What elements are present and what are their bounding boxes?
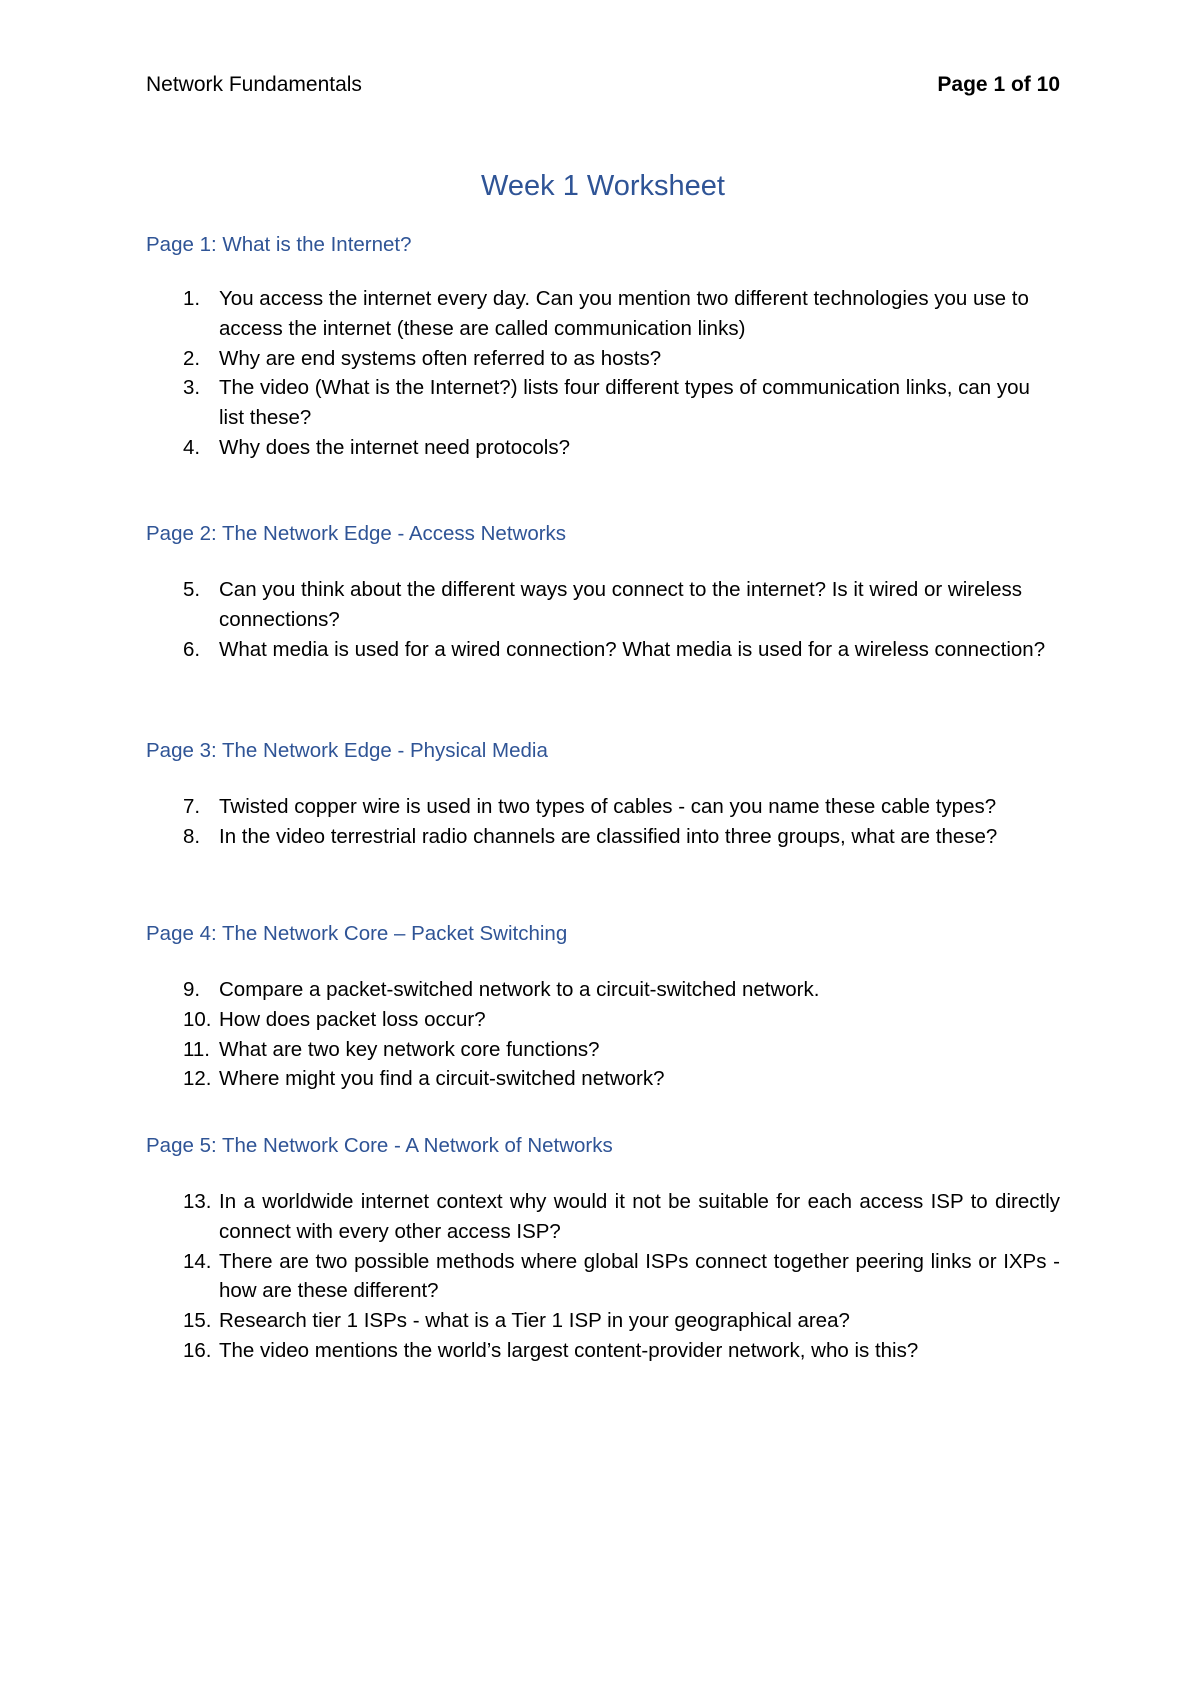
section-heading: Page 1: What is the Internet? xyxy=(146,233,412,256)
question-text: You access the internet every day. Can you mention two different technologies you use to access the internet (these are called communication links) xyxy=(219,287,1029,340)
question-text: The video (What is the Internet?) lists four different types of communication links, can you list these? xyxy=(219,376,1030,430)
question-text: Where might you find a circuit-switched network? xyxy=(219,1067,665,1091)
question-item xyxy=(146,373,1060,433)
question-item xyxy=(146,344,1060,374)
question-item xyxy=(146,575,1060,635)
question-list xyxy=(146,792,1060,852)
question-item xyxy=(146,635,1060,665)
question-number: 8. xyxy=(183,824,201,848)
question-text: There are two possible methods where global ISPs connect together peering links or IXPs - how are these different? xyxy=(219,1249,1060,1303)
question-number: 9. xyxy=(183,978,201,1001)
question-text: Twisted copper wire is used in two types of cables - can you name these cable types? xyxy=(219,795,997,818)
section-heading: Page 3: The Network Edge - Physical Media xyxy=(146,739,548,762)
question-text: Why does the internet need protocols? xyxy=(219,435,570,459)
of-label: of xyxy=(1010,73,1031,96)
question-item xyxy=(146,1306,1060,1336)
question-list xyxy=(146,975,1060,1094)
page-number: 1 xyxy=(993,73,1006,96)
page-total: 10 xyxy=(1036,73,1060,96)
question-item xyxy=(146,433,1060,463)
question-number: 5. xyxy=(183,578,201,601)
section-page-2 xyxy=(146,520,1060,661)
question-number: 1. xyxy=(183,287,201,310)
question-number: 6. xyxy=(183,637,201,661)
question-text: How does packet loss occur? xyxy=(219,1007,486,1031)
question-item xyxy=(146,1064,1060,1094)
course-title: Network Fundamentals xyxy=(146,73,362,96)
question-number: 13. xyxy=(183,1190,212,1213)
question-item xyxy=(146,975,1060,1005)
worksheet-page xyxy=(146,0,1060,1698)
question-list xyxy=(146,284,1060,463)
question-text: What media is used for a wired connection? What media is used for a wireless connection? xyxy=(219,637,1046,661)
question-number: 7. xyxy=(183,795,201,818)
question-item xyxy=(146,1005,1060,1035)
section-page-1 xyxy=(146,231,1060,459)
question-text: The video mentions the world’s largest content-provider network, who is this? xyxy=(219,1338,919,1362)
question-item xyxy=(146,822,1060,852)
question-number: 15. xyxy=(183,1309,212,1333)
question-text: Compare a packet-switched network to a circuit-switched network. xyxy=(219,978,820,1001)
question-item xyxy=(146,1247,1060,1307)
question-text: In a worldwide internet context why would it not be suitable for each access ISP to directly connect with every other access ISP? xyxy=(219,1190,1060,1243)
section-page-4 xyxy=(146,920,1060,1091)
question-number: 12. xyxy=(183,1067,212,1091)
page-label: Page xyxy=(937,73,988,96)
section-page-3 xyxy=(146,737,1060,848)
question-number: 10. xyxy=(183,1007,212,1031)
question-text: In the video terrestrial radio channels are classified into three groups, what are these? xyxy=(219,824,998,848)
question-item xyxy=(146,1035,1060,1065)
question-text: What are two key network core functions? xyxy=(219,1037,600,1061)
question-list xyxy=(146,1187,1060,1366)
question-list xyxy=(146,575,1060,664)
question-number: 4. xyxy=(183,435,201,459)
question-number: 16. xyxy=(183,1338,212,1362)
question-item xyxy=(146,792,1060,822)
section-page-5 xyxy=(146,1132,1060,1362)
question-number: 11. xyxy=(183,1037,210,1061)
page-title: Week 1 Worksheet xyxy=(481,170,725,202)
question-item xyxy=(146,284,1060,344)
question-text: Why are end systems often referred to as hosts? xyxy=(219,346,662,370)
section-heading: Page 2: The Network Edge - Access Networks xyxy=(146,522,567,545)
question-item xyxy=(146,1336,1060,1366)
question-number: 3. xyxy=(183,376,201,400)
section-heading: Page 4: The Network Core – Packet Switching xyxy=(146,922,568,945)
question-number: 2. xyxy=(183,346,201,370)
question-text: Can you think about the different ways you connect to the internet? Is it wired or wireless connections? xyxy=(219,578,1022,631)
page-counter xyxy=(937,73,1060,97)
question-item xyxy=(146,1187,1060,1247)
question-text: Research tier 1 ISPs - what is a Tier 1 ISP in your geographical area? xyxy=(219,1309,850,1333)
page-header xyxy=(146,73,1060,103)
section-heading: Page 5: The Network Core - A Network of Networks xyxy=(146,1134,613,1157)
question-number: 14. xyxy=(183,1249,212,1273)
